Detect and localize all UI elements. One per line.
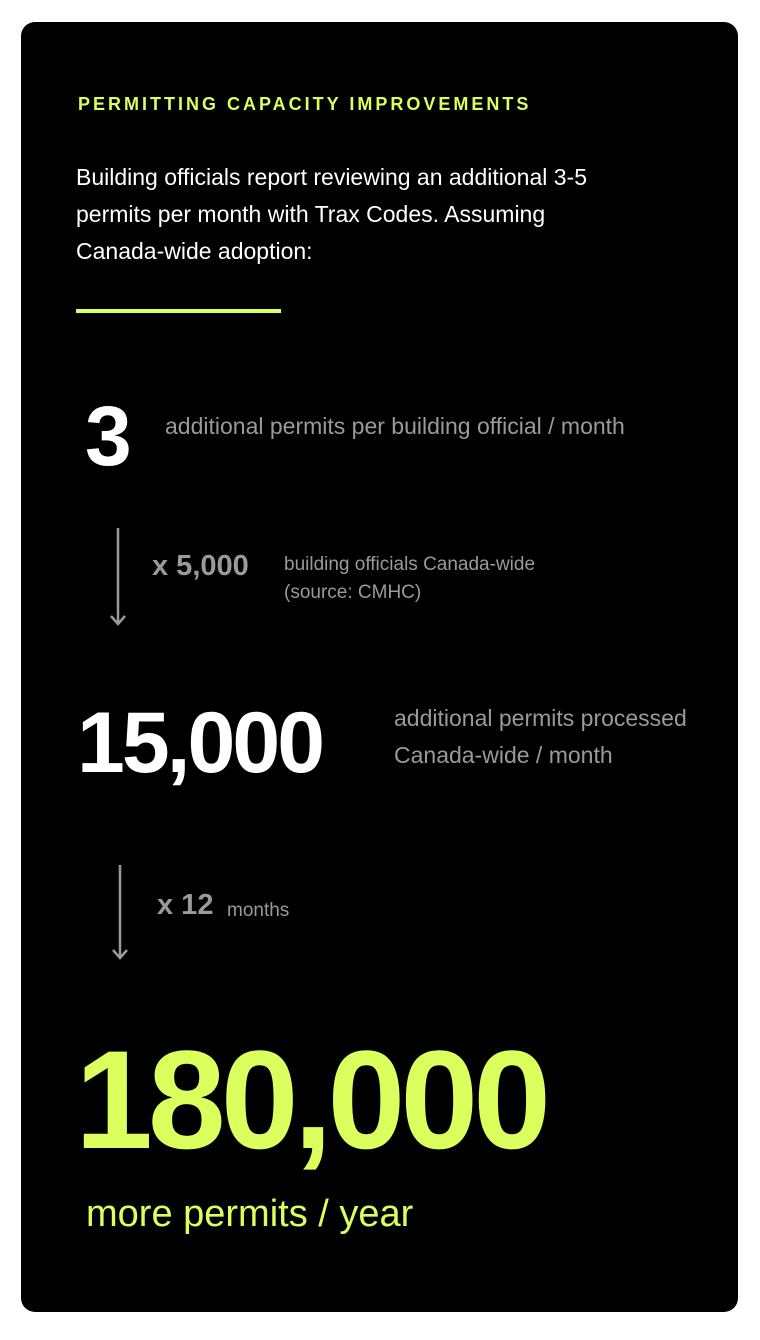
step2-description: additional permits processed Canada-wide / month: [394, 705, 687, 768]
section-eyebrow: PERMITTING CAPACITY IMPROVEMENTS: [78, 94, 532, 114]
accent-divider: [76, 309, 281, 313]
multiplier1-value: x 5,000: [152, 550, 249, 582]
arrow-down-icon: [108, 528, 128, 628]
permitting-capacity-card: [21, 22, 738, 1312]
arrow-down-icon: [110, 865, 130, 962]
multiplier2-description: months: [227, 900, 290, 921]
result-value: 180,000: [75, 1021, 547, 1178]
step1-description: additional permits per building official / month: [165, 413, 625, 439]
multiplier2-value: x 12: [157, 889, 214, 921]
step2-value: 15,000: [77, 695, 323, 791]
result-label: more permits / year: [86, 1193, 414, 1235]
intro-text: Building officials report reviewing an additional 3-5 permits per month with Trax Codes. Assuming Canada-wide adoption:: [76, 164, 587, 264]
step1-value: 3: [85, 389, 130, 483]
multiplier1-description: building officials Canada-wide (source: CMHC): [284, 554, 536, 603]
